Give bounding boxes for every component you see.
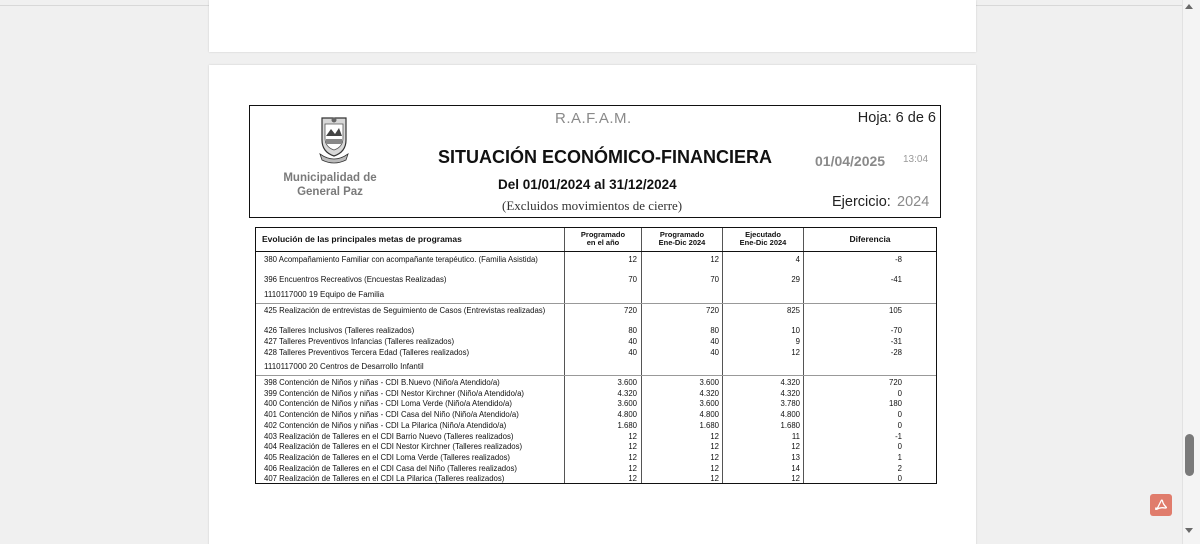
row-description: 398 Contención de Niños y niñas - CDI B.Nuevo (Niño/a Atendido/a) (264, 378, 500, 387)
row-difference: 0 (897, 410, 902, 420)
row-difference: -31 (890, 337, 902, 346)
report-title: SITUACIÓN ECONÓMICO-FINANCIERA (438, 147, 772, 167)
row-programmed-year: 12 (628, 442, 637, 452)
row-executed: 14 (791, 463, 800, 473)
row-difference: 0 (897, 420, 902, 430)
program-group-label: 1110117000 20 Centros de Desarrollo Infantil (264, 362, 424, 371)
row-executed: 4.320 (780, 388, 800, 398)
row-executed: 1.680 (780, 420, 800, 430)
row-executed: 12 (791, 348, 800, 357)
row-executed: 4.320 (780, 378, 800, 387)
row-difference: 720 (888, 378, 902, 387)
scroll-down-icon[interactable] (1185, 528, 1193, 533)
municipality-line-2: General Paz (297, 186, 363, 198)
section-divider (256, 375, 936, 376)
row-description: 405 Realización de Talleres en el CDI Loma Verde (Talleres realizados) (264, 452, 511, 462)
row-description: 404 Realización de Talleres en el CDI Nestor Kirchner (Talleres realizados) (264, 442, 523, 452)
row-programmed-year: 12 (628, 431, 637, 441)
row-programmed-period: 70 (710, 275, 719, 284)
row-programmed-period: 80 (710, 326, 719, 335)
row-programmed-period: 4.800 (699, 410, 719, 420)
report-period: Del 01/01/2024 al 31/12/2024 (498, 177, 677, 192)
row-programmed-year: 1.680 (617, 420, 637, 430)
row-description: 401 Contención de Niños y niñas - CDI Casa del Niño (Niño/a Atendido/a) (264, 410, 519, 420)
municipal-crest-icon (316, 114, 352, 166)
pdf-button[interactable] (1150, 494, 1172, 516)
row-difference: 180 (888, 399, 902, 409)
exclusion-note: (Excluidos movimientos de cierre) (502, 198, 683, 213)
row-executed: 12 (791, 442, 800, 452)
municipality-name (265, 171, 395, 199)
row-programmed-period: 40 (710, 337, 719, 346)
report-date: 01/04/2025 (815, 153, 886, 169)
row-description: 425 Realización de entrevistas de Seguimiento de Casos (Entrevistas realizadas) (264, 306, 546, 315)
row-programmed-year: 40 (628, 337, 637, 346)
row-difference: 105 (888, 306, 902, 315)
scrollbar-thumb[interactable] (1185, 434, 1194, 476)
row-programmed-period: 12 (710, 442, 719, 452)
row-programmed-year: 4.320 (617, 388, 637, 398)
table-header (256, 228, 936, 252)
row-executed: 13 (791, 452, 800, 462)
row-executed: 4.800 (780, 410, 800, 420)
fiscal-year-value: 2024 (897, 194, 930, 210)
row-description: 396 Encuentros Recreativos (Encuestas Realizadas) (264, 275, 447, 284)
row-difference: 2 (897, 463, 902, 473)
row-programmed-period: 720 (705, 306, 719, 315)
scroll-up-icon[interactable] (1185, 4, 1193, 9)
row-programmed-period: 1.680 (699, 420, 719, 430)
report-time: 13:04 (903, 154, 929, 165)
previous-page (209, 0, 976, 52)
column-header-description: Evolución de las principales metas de programas (262, 233, 462, 244)
program-group-label: 1110117000 19 Equipo de Familia (264, 290, 385, 299)
row-programmed-year: 12 (628, 452, 637, 462)
row-executed: 12 (791, 474, 800, 484)
row-programmed-period: 4.320 (699, 388, 719, 398)
row-programmed-year: 80 (628, 326, 637, 335)
row-difference: -70 (890, 326, 902, 335)
row-programmed-year: 12 (628, 474, 637, 484)
row-difference: 0 (897, 442, 902, 452)
row-programmed-period: 12 (710, 474, 719, 484)
row-difference: 0 (897, 388, 902, 398)
row-description: 427 Talleres Preventivos Infancias (Talleres realizados) (264, 337, 455, 346)
row-executed: 29 (791, 275, 800, 284)
system-name: R.A.F.A.M. (555, 110, 632, 127)
column-header-programmed-period: Programado Ene-Dic 2024 (658, 229, 706, 247)
column-header-difference: Diferencia (849, 233, 891, 244)
row-description: 407 Realización de Talleres en el CDI La Pilarica (Talleres realizados) (264, 474, 505, 484)
row-description: 400 Contención de Niños y niñas - CDI Loma Verde (Niño/a Atendido/a) (264, 399, 512, 409)
row-description: 406 Realización de Talleres en el CDI Casa del Niño (Talleres realizados) (264, 463, 517, 473)
current-page (209, 65, 976, 544)
row-difference: -8 (895, 255, 902, 264)
row-programmed-year: 70 (628, 275, 637, 284)
fiscal-year-label: Ejercicio: (832, 194, 891, 210)
row-programmed-year: 12 (628, 255, 637, 264)
row-programmed-year: 3.600 (617, 378, 637, 387)
municipality-line-1: Municipalidad de (283, 172, 377, 184)
column-header-executed: Ejecutado Ene-Dic 2024 (739, 229, 787, 247)
row-description: 402 Contención de Niños y niñas - CDI La Pilarica (Niño/a Atendido/a) (264, 420, 507, 430)
row-description: 426 Talleres Inclusivos (Talleres realizados) (264, 326, 415, 335)
section-divider (256, 303, 936, 304)
row-programmed-period: 3.600 (699, 378, 719, 387)
sheet-number: Hoja: 6 de 6 (857, 110, 936, 126)
row-difference: -41 (890, 275, 902, 284)
row-programmed-year: 12 (628, 463, 637, 473)
row-programmed-period: 12 (710, 431, 719, 441)
row-description: 380 Acompañamiento Familiar con acompañante terapéutico. (Familia Asistida) (264, 255, 538, 264)
row-difference: 0 (897, 474, 902, 484)
row-programmed-period: 12 (710, 463, 719, 473)
row-description: 399 Contención de Niños y niñas - CDI Nestor Kirchner (Niño/a Atendido/a) (264, 388, 525, 398)
row-executed: 825 (786, 306, 800, 315)
row-executed: 9 (795, 337, 800, 346)
row-executed: 11 (791, 431, 800, 441)
row-programmed-year: 3.600 (617, 399, 637, 409)
row-executed: 3.780 (780, 399, 800, 409)
row-description: 403 Realización de Talleres en el CDI Barrio Nuevo (Talleres realizados) (264, 431, 514, 441)
row-difference: -1 (895, 431, 902, 441)
row-executed: 4 (795, 255, 800, 264)
goals-table (255, 227, 937, 484)
row-description: 428 Talleres Preventivos Tercera Edad (Talleres realizados) (264, 348, 470, 357)
report-header (249, 105, 941, 218)
row-difference: 1 (897, 452, 902, 462)
row-executed: 10 (791, 326, 800, 335)
row-programmed-period: 3.600 (699, 399, 719, 409)
row-programmed-year: 4.800 (617, 410, 637, 420)
row-programmed-period: 40 (710, 348, 719, 357)
row-programmed-period: 12 (710, 452, 719, 462)
row-programmed-year: 720 (623, 306, 637, 315)
column-header-programmed-year: Programado en el año (580, 229, 626, 247)
row-programmed-year: 40 (628, 348, 637, 357)
pdf-icon (1154, 498, 1168, 512)
row-difference: -28 (890, 348, 902, 357)
row-programmed-period: 12 (710, 255, 719, 264)
